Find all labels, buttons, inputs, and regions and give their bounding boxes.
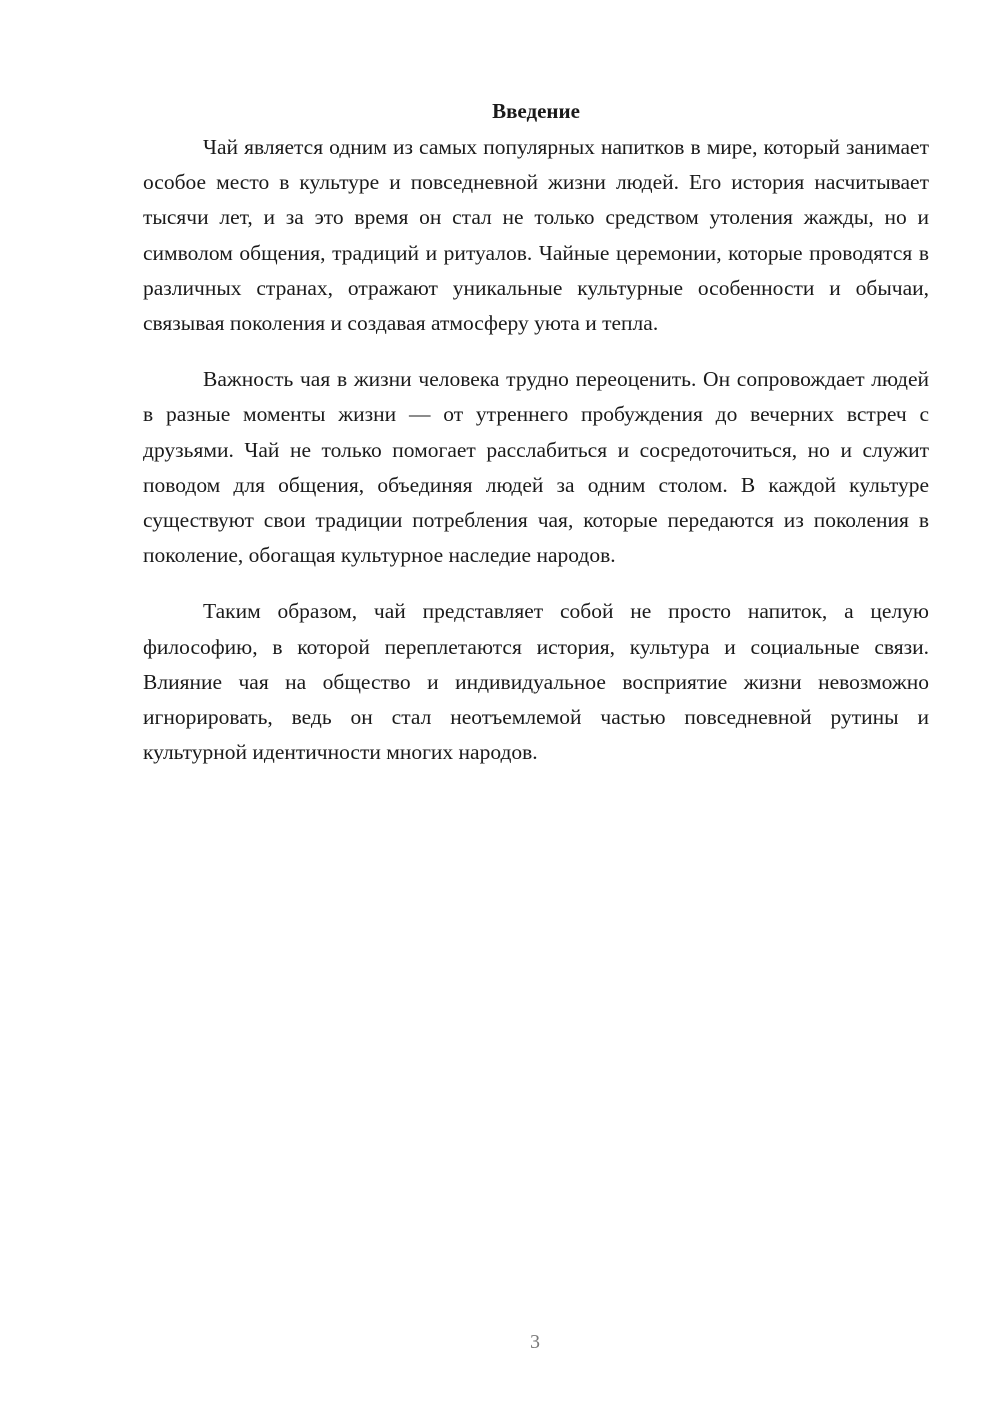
paragraph-1: Чай является одним из самых популярных напитков в мире, который занимает особое место в культуре и повседневной жизни людей. Его история насчитывает тысячи лет, и за это время он стал не только средством утоления жажды, но и символом общения, традиций и ритуалов. Чайные церемонии, которые проводятся в различных странах, отражают уникальные культурные особенности и обычаи, связывая поколения и создавая атмосферу уюта и тепла.: [143, 135, 929, 336]
page-number: 3: [530, 1331, 540, 1353]
paragraph-2: Важность чая в жизни человека трудно переоценить. Он сопровождает людей в разные моменты жизни — от утреннего пробуждения до вечерних встреч с друзьями. Чай не только помогает расслабиться и сосредоточиться, но и служит поводом для общения, объединяя людей за одним столом. В каждой культуре существуют свои традиции потребления чая, которые передаются из поколения в поколение, обогащая культурное наследие народов.: [143, 367, 929, 568]
section-title: Введение: [492, 99, 580, 123]
paragraph-3: Таким образом, чай представляет собой не просто напиток, а целую философию, в которой переплетаются история, культура и социальные связи. Влияние чая на общество и индивидуальное восприятие жизни невозможно игнорировать, ведь он стал неотъемлемой частью повседневной рутины и культурной идентичности многих народов.: [143, 599, 929, 765]
page-content: [143, 96, 929, 791]
